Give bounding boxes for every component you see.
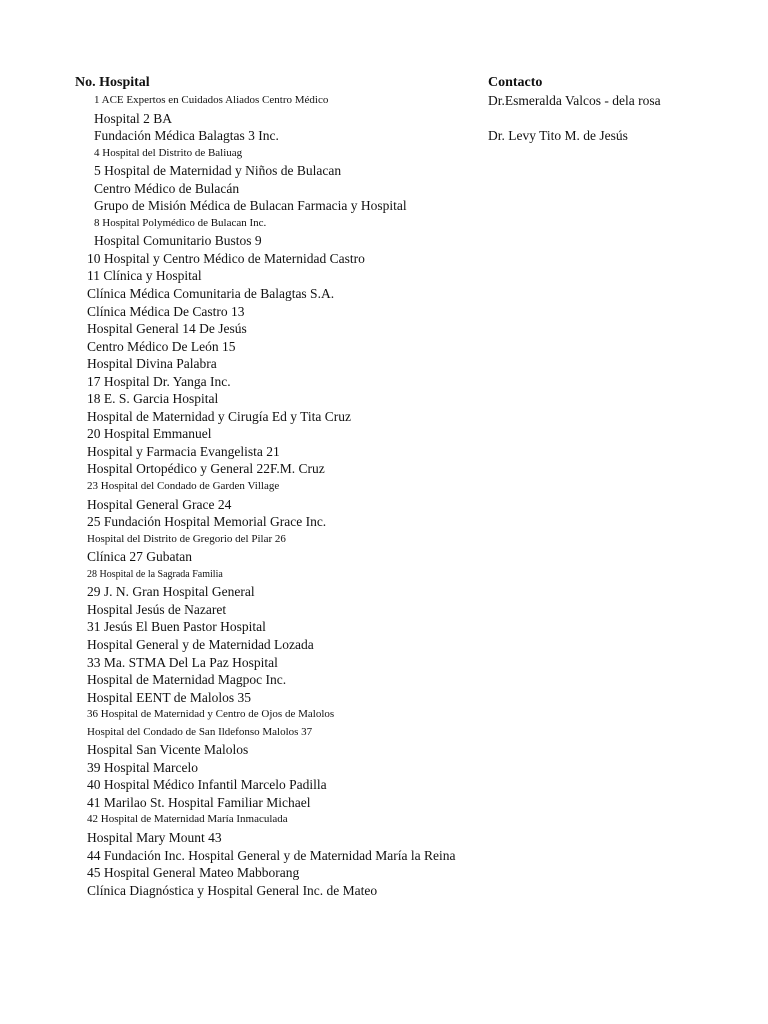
hospital-name: Hospital de Maternidad y Cirugía Ed y Tita Cruz	[87, 408, 351, 424]
list-item	[0, 689, 768, 707]
hospital-name: 36 Hospital de Maternidad y Centro de Ojos de Malolos	[87, 708, 335, 721]
hospital-name: 8 Hospital Polymédico de Bulacan Inc.	[94, 216, 267, 229]
hospital-name: 23 Hospital del Condado de Garden Village	[87, 480, 280, 493]
list-item	[0, 601, 768, 619]
list-item	[0, 215, 768, 233]
column-header-no-hospital: No. Hospital	[75, 75, 150, 90]
hospital-name: Hospital de Maternidad Magpoc Inc.	[87, 672, 287, 688]
hospital-name: 29 J. N. Gran Hospital General	[87, 584, 255, 600]
list-item	[0, 654, 768, 672]
hospital-name: Fundación Médica Balagtas 3 Inc.	[94, 128, 279, 144]
hospital-name: Hospital Mary Mount 43	[87, 829, 222, 845]
hospital-name: 5 Hospital de Maternidad y Niños de Bulacan	[94, 163, 342, 179]
hospital-name: Clínica Diagnóstica y Hospital General Inc. de Mateo	[87, 882, 378, 898]
hospital-name: Hospital del Condado de San Ildefonso Malolos 37	[87, 725, 313, 738]
list-item	[0, 92, 768, 110]
list-item	[0, 618, 768, 636]
list-item	[0, 145, 768, 163]
list-item	[0, 320, 768, 338]
list-item	[0, 706, 768, 724]
list-item	[0, 127, 768, 145]
list-item	[0, 250, 768, 268]
list-item	[0, 566, 768, 584]
hospital-name: 11 Clínica y Hospital	[87, 268, 202, 284]
hospital-name: Centro Médico de Bulacán	[94, 180, 240, 196]
hospital-name: Clínica 27 Gubatan	[87, 549, 192, 565]
hospital-name: 40 Hospital Médico Infantil Marcelo Padilla	[87, 777, 327, 793]
list-item	[0, 531, 768, 549]
list-item	[0, 741, 768, 759]
list-item	[0, 636, 768, 654]
hospital-name: 39 Hospital Marcelo	[87, 759, 198, 775]
hospital-name: Centro Médico De León 15	[87, 338, 236, 354]
hospital-name: Hospital General Grace 24	[87, 496, 232, 512]
hospital-name: 42 Hospital de Maternidad María Inmaculada	[87, 813, 288, 826]
list-item	[0, 847, 768, 865]
list-item	[0, 232, 768, 250]
list-item	[0, 496, 768, 514]
list-item	[0, 285, 768, 303]
list-item	[0, 724, 768, 742]
hospital-name: Hospital Divina Palabra	[87, 356, 217, 372]
hospital-name: 1 ACE Expertos en Cuidados Aliados Centro Médico	[94, 94, 329, 106]
hospital-list	[0, 92, 768, 899]
list-item	[0, 776, 768, 794]
list-item	[0, 390, 768, 408]
list-item	[0, 513, 768, 531]
list-item	[0, 829, 768, 847]
list-item	[0, 425, 768, 443]
hospital-name: Hospital 2 BA	[94, 110, 173, 126]
column-header-contact: Contacto	[488, 75, 543, 90]
list-item	[0, 548, 768, 566]
hospital-name: 41 Marilao St. Hospital Familiar Michael	[87, 794, 311, 810]
list-item	[0, 811, 768, 829]
list-item	[0, 408, 768, 426]
list-item	[0, 180, 768, 198]
list-item	[0, 355, 768, 373]
list-item	[0, 882, 768, 900]
hospital-name: Clínica Médica De Castro 13	[87, 303, 245, 319]
hospital-name: Hospital del Distrito de Gregorio del Pilar 26	[87, 532, 286, 545]
hospital-name: Hospital Jesús de Nazaret	[87, 601, 227, 617]
contact-name: Dr. Levy Tito M. de Jesús	[488, 128, 628, 144]
hospital-name: Hospital San Vicente Malolos	[87, 742, 249, 758]
hospital-name: Hospital EENT de Malolos 35	[87, 689, 251, 705]
list-item	[0, 110, 768, 128]
list-item	[0, 759, 768, 777]
list-item	[0, 267, 768, 285]
hospital-name: 17 Hospital Dr. Yanga Inc.	[87, 373, 231, 389]
list-item	[0, 338, 768, 356]
hospital-name: Hospital General y de Maternidad Lozada	[87, 636, 314, 652]
hospital-name: Clínica Médica Comunitaria de Balagtas S.A.	[87, 286, 335, 302]
hospital-name: 18 E. S. Garcia Hospital	[87, 391, 219, 407]
hospital-name: Hospital General 14 De Jesús	[87, 321, 247, 337]
list-item	[0, 864, 768, 882]
list-item	[0, 303, 768, 321]
hospital-name: Hospital Ortopédico y General 22F.M. Cruz	[87, 461, 325, 477]
list-item	[0, 162, 768, 180]
list-item	[0, 460, 768, 478]
hospital-name: Hospital Comunitario Bustos 9	[94, 233, 262, 249]
contact-name: Dr.Esmeralda Valcos - dela rosa	[488, 93, 661, 108]
hospital-name: 10 Hospital y Centro Médico de Maternidad Castro	[87, 250, 365, 266]
list-item	[0, 443, 768, 461]
hospital-name: 45 Hospital General Mateo Mabborang	[87, 865, 300, 881]
list-item	[0, 197, 768, 215]
hospital-name: 44 Fundación Inc. Hospital General y de Maternidad María la Reina	[87, 847, 456, 863]
list-item	[0, 478, 768, 496]
hospital-name: 25 Fundación Hospital Memorial Grace Inc.	[87, 514, 327, 530]
list-item	[0, 373, 768, 391]
hospital-name: 4 Hospital del Distrito de Baliuag	[94, 146, 243, 159]
hospital-name: Hospital y Farmacia Evangelista 21	[87, 443, 280, 459]
list-item	[0, 794, 768, 812]
hospital-name: 33 Ma. STMA Del La Paz Hospital	[87, 654, 278, 670]
hospital-name: 31 Jesús El Buen Pastor Hospital	[87, 619, 266, 635]
list-item	[0, 671, 768, 689]
hospital-name: 28 Hospital de la Sagrada Familia	[87, 568, 223, 580]
list-item	[0, 583, 768, 601]
hospital-name: Grupo de Misión Médica de Bulacan Farmacia y Hospital	[94, 198, 407, 214]
hospital-name: 20 Hospital Emmanuel	[87, 426, 212, 442]
